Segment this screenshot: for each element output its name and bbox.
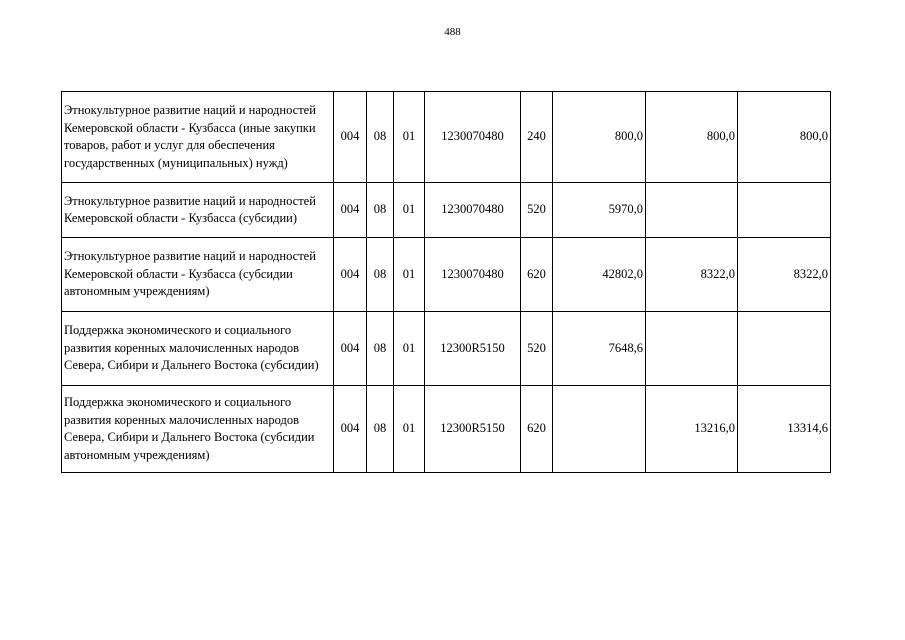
subsection-code: 01 [394,183,425,238]
ministry-code: 004 [334,312,367,386]
table-row [62,312,831,386]
budget-table [61,91,831,473]
expense-kind-code: 620 [521,386,553,473]
amount-2 [646,183,738,238]
subsection-code: 01 [394,92,425,183]
section-code: 08 [367,183,394,238]
ministry-code: 004 [334,386,367,473]
amount-1 [553,386,646,473]
target-article-code: 1230070480 [425,238,521,312]
section-code: 08 [367,386,394,473]
section-code: 08 [367,92,394,183]
table-row [62,183,831,238]
expense-kind-code: 520 [521,312,553,386]
amount-3: 800,0 [738,92,831,183]
target-article-code: 1230070480 [425,183,521,238]
table-row [62,238,831,312]
amount-2: 8322,0 [646,238,738,312]
table-row [62,386,831,473]
row-name: Этнокультурное развитие наций и народностей Кемеровской области - Кузбасса (субсидии) [62,183,334,238]
ministry-code: 004 [334,183,367,238]
row-name: Поддержка экономического и социального развития коренных малочисленных народов Севера, Сибири и Дальнего Востока (субсидии автономным учреждениям) [62,386,334,473]
expense-kind-code: 520 [521,183,553,238]
subsection-code: 01 [394,238,425,312]
section-code: 08 [367,312,394,386]
target-article-code: 12300R5150 [425,312,521,386]
amount-3: 8322,0 [738,238,831,312]
ministry-code: 004 [334,92,367,183]
row-name: Поддержка экономического и социального развития коренных малочисленных народов Севера, Сибири и Дальнего Востока (субсидии) [62,312,334,386]
section-code: 08 [367,238,394,312]
row-name: Этнокультурное развитие наций и народностей Кемеровской области - Кузбасса (субсидии автономным учреждениям) [62,238,334,312]
amount-3 [738,183,831,238]
amount-3: 13314,6 [738,386,831,473]
amount-1: 7648,6 [553,312,646,386]
amount-2: 13216,0 [646,386,738,473]
amount-3 [738,312,831,386]
ministry-code: 004 [334,238,367,312]
expense-kind-code: 620 [521,238,553,312]
amount-2 [646,312,738,386]
page-number: 488 [444,26,461,38]
table-row [62,92,831,183]
row-name: Этнокультурное развитие наций и народностей Кемеровской области - Кузбасса (иные закупки товаров, работ и услуг для обеспечения государственных (муниципальных) нужд) [62,92,334,183]
expense-kind-code: 240 [521,92,553,183]
target-article-code: 12300R5150 [425,386,521,473]
subsection-code: 01 [394,312,425,386]
amount-1: 800,0 [553,92,646,183]
target-article-code: 1230070480 [425,92,521,183]
amount-2: 800,0 [646,92,738,183]
amount-1: 42802,0 [553,238,646,312]
subsection-code: 01 [394,386,425,473]
amount-1: 5970,0 [553,183,646,238]
